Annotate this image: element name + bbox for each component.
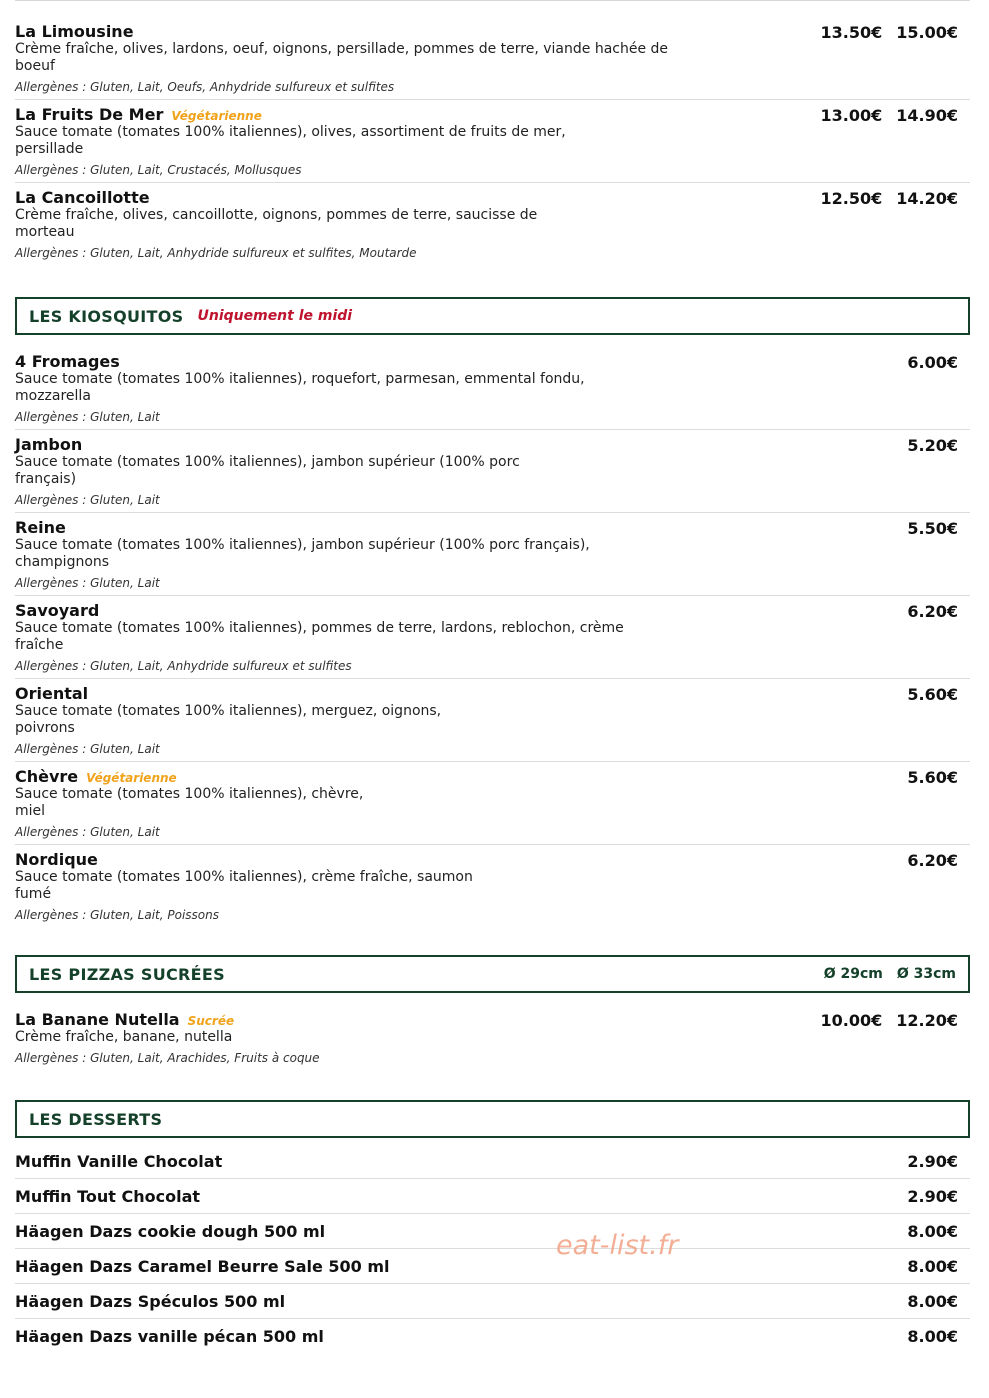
- item-prices: [907, 768, 958, 787]
- menu-item: [15, 845, 970, 927]
- item-description: Sauce tomate (tomates 100% italiennes), merguez, oignons, poivrons: [15, 703, 442, 736]
- section-header-kiosquitos: [15, 297, 970, 335]
- section-header-pizzas-sucrees: [15, 955, 970, 993]
- watermark: eat-list.fr: [556, 1230, 679, 1261]
- item-allergens: Allergènes : Gluten, Lait, Crustacés, Mollusques: [15, 163, 302, 177]
- item-allergens: Allergènes : Gluten, Lait, Anhydride sulfureux et sulfites, Moutarde: [15, 246, 417, 260]
- dessert-price: 8.00€: [907, 1256, 958, 1276]
- item-description: Sauce tomate (tomates 100% italiennes), jambon supérieur (100% porc français): [15, 454, 520, 487]
- item-allergens: Allergènes : Gluten, Lait: [15, 576, 160, 590]
- menu-page: [15, 0, 970, 1353]
- price-33cm: 15.00€: [896, 23, 958, 42]
- dessert-row: [15, 1249, 970, 1284]
- dessert-name: Häagen Dazs cookie dough 500 ml: [15, 1221, 326, 1241]
- item-allergens: Allergènes : Gluten, Lait, Arachides, Fruits à coque: [15, 1051, 320, 1065]
- item-tag: Sucrée: [187, 1014, 235, 1028]
- item-prices: [907, 602, 958, 621]
- dessert-row: [15, 1214, 970, 1249]
- item-name: Chèvre: [15, 767, 79, 786]
- menu-item: [15, 183, 970, 265]
- item-price: 6.20€: [907, 602, 958, 621]
- item-description: Sauce tomate (tomates 100% italiennes), chèvre, miel: [15, 786, 364, 819]
- item-prices: [821, 1011, 959, 1030]
- dessert-row: [15, 1284, 970, 1319]
- item-allergens: Allergènes : Gluten, Lait, Anhydride sulfureux et sulfites: [15, 659, 352, 673]
- dessert-price: 8.00€: [907, 1221, 958, 1241]
- menu-item: [15, 513, 970, 596]
- price-33cm: 12.20€: [896, 1011, 958, 1030]
- item-price: 6.00€: [907, 353, 958, 372]
- section-header-desserts: [15, 1100, 970, 1138]
- item-name: Nordique: [15, 850, 98, 869]
- item-prices: [907, 436, 958, 455]
- item-description: Crème fraîche, olives, lardons, oeuf, oignons, persillade, pommes de terre, viande hachée de boeuf: [15, 41, 669, 74]
- item-description: Sauce tomate (tomates 100% italiennes), olives, assortiment de fruits de mer, persillade: [15, 124, 566, 157]
- item-allergens: Allergènes : Gluten, Lait: [15, 493, 160, 507]
- menu-item: [15, 100, 970, 183]
- item-name: Savoyard: [15, 601, 100, 620]
- item-tag: Végétarienne: [86, 771, 177, 785]
- item-description: Sauce tomate (tomates 100% italiennes), crème fraîche, saumon fumé: [15, 869, 473, 902]
- item-name: La Limousine: [15, 22, 134, 41]
- menu-item: [15, 762, 970, 845]
- item-price: 5.60€: [907, 685, 958, 704]
- item-name: La Fruits De Mer: [15, 105, 164, 124]
- item-name: Jambon: [15, 435, 83, 454]
- dessert-price: 8.00€: [907, 1291, 958, 1311]
- item-name: Reine: [15, 518, 66, 537]
- item-price: 5.60€: [907, 768, 958, 787]
- item-name: La Banane Nutella: [15, 1010, 180, 1029]
- section-title: LES DESSERTS: [29, 1109, 163, 1129]
- item-name: 4 Fromages: [15, 352, 120, 371]
- item-allergens: Allergènes : Gluten, Lait: [15, 825, 160, 839]
- item-prices: [821, 106, 959, 125]
- dessert-price: 8.00€: [907, 1326, 958, 1346]
- item-prices: [907, 851, 958, 870]
- menu-item: [15, 679, 970, 762]
- price-29cm: 12.50€: [820, 189, 883, 208]
- price-33cm: 14.90€: [896, 106, 958, 125]
- item-prices: [907, 685, 958, 704]
- item-description: Crème fraîche, banane, nutella: [15, 1029, 233, 1045]
- item-allergens: Allergènes : Gluten, Lait: [15, 742, 160, 756]
- item-prices: [821, 189, 959, 208]
- price-29cm: 10.00€: [820, 1011, 883, 1030]
- item-prices: [821, 23, 959, 42]
- item-price: 5.20€: [907, 436, 958, 455]
- dessert-name: Muffin Tout Chocolat: [15, 1186, 201, 1206]
- menu-item: [15, 1005, 970, 1070]
- section-title: LES PIZZAS SUCRÉES: [29, 964, 225, 984]
- item-prices: [907, 519, 958, 538]
- size-29cm-label: Ø 29cm: [823, 966, 883, 982]
- menu-item: [15, 17, 970, 100]
- price-33cm: 14.20€: [896, 189, 958, 208]
- item-prices: [907, 353, 958, 372]
- dessert-name: Häagen Dazs vanille pécan 500 ml: [15, 1326, 324, 1346]
- dessert-row: [15, 1179, 970, 1214]
- size-headers: [824, 966, 956, 982]
- item-allergens: Allergènes : Gluten, Lait, Oeufs, Anhydride sulfureux et sulfites: [15, 80, 395, 94]
- item-price: 6.20€: [907, 851, 958, 870]
- dessert-price: 2.90€: [907, 1186, 958, 1206]
- dessert-name: Häagen Dazs Caramel Beurre Sale 500 ml: [15, 1256, 390, 1276]
- price-29cm: 13.00€: [820, 106, 883, 125]
- section-note: Uniquement le midi: [197, 308, 353, 324]
- item-price: 5.50€: [907, 519, 958, 538]
- item-description: Sauce tomate (tomates 100% italiennes), jambon supérieur (100% porc français), champignons: [15, 537, 590, 570]
- dessert-price: 2.90€: [907, 1151, 958, 1171]
- top-divider: [15, 0, 970, 17]
- item-name: Oriental: [15, 684, 89, 703]
- dessert-row: [15, 1319, 970, 1353]
- item-description: Sauce tomate (tomates 100% italiennes), pommes de terre, lardons, reblochon, crème fraîche: [15, 620, 624, 653]
- menu-item: [15, 430, 970, 513]
- size-33cm-label: Ø 33cm: [896, 966, 956, 982]
- section-title: LES KIOSQUITOS: [29, 306, 184, 326]
- menu-item: [15, 596, 970, 679]
- item-tag: Végétarienne: [171, 109, 262, 123]
- item-allergens: Allergènes : Gluten, Lait: [15, 410, 160, 424]
- item-description: Sauce tomate (tomates 100% italiennes), roquefort, parmesan, emmental fondu, mozzarella: [15, 371, 585, 404]
- menu-item: [15, 347, 970, 430]
- dessert-name: Häagen Dazs Spéculos 500 ml: [15, 1291, 286, 1311]
- item-allergens: Allergènes : Gluten, Lait, Poissons: [15, 908, 219, 922]
- item-description: Crème fraîche, olives, cancoillotte, oignons, pommes de terre, saucisse de morteau: [15, 207, 538, 240]
- dessert-name: Muffin Vanille Chocolat: [15, 1151, 223, 1171]
- dessert-row: [15, 1144, 970, 1179]
- price-29cm: 13.50€: [820, 23, 883, 42]
- item-name: La Cancoillotte: [15, 188, 150, 207]
